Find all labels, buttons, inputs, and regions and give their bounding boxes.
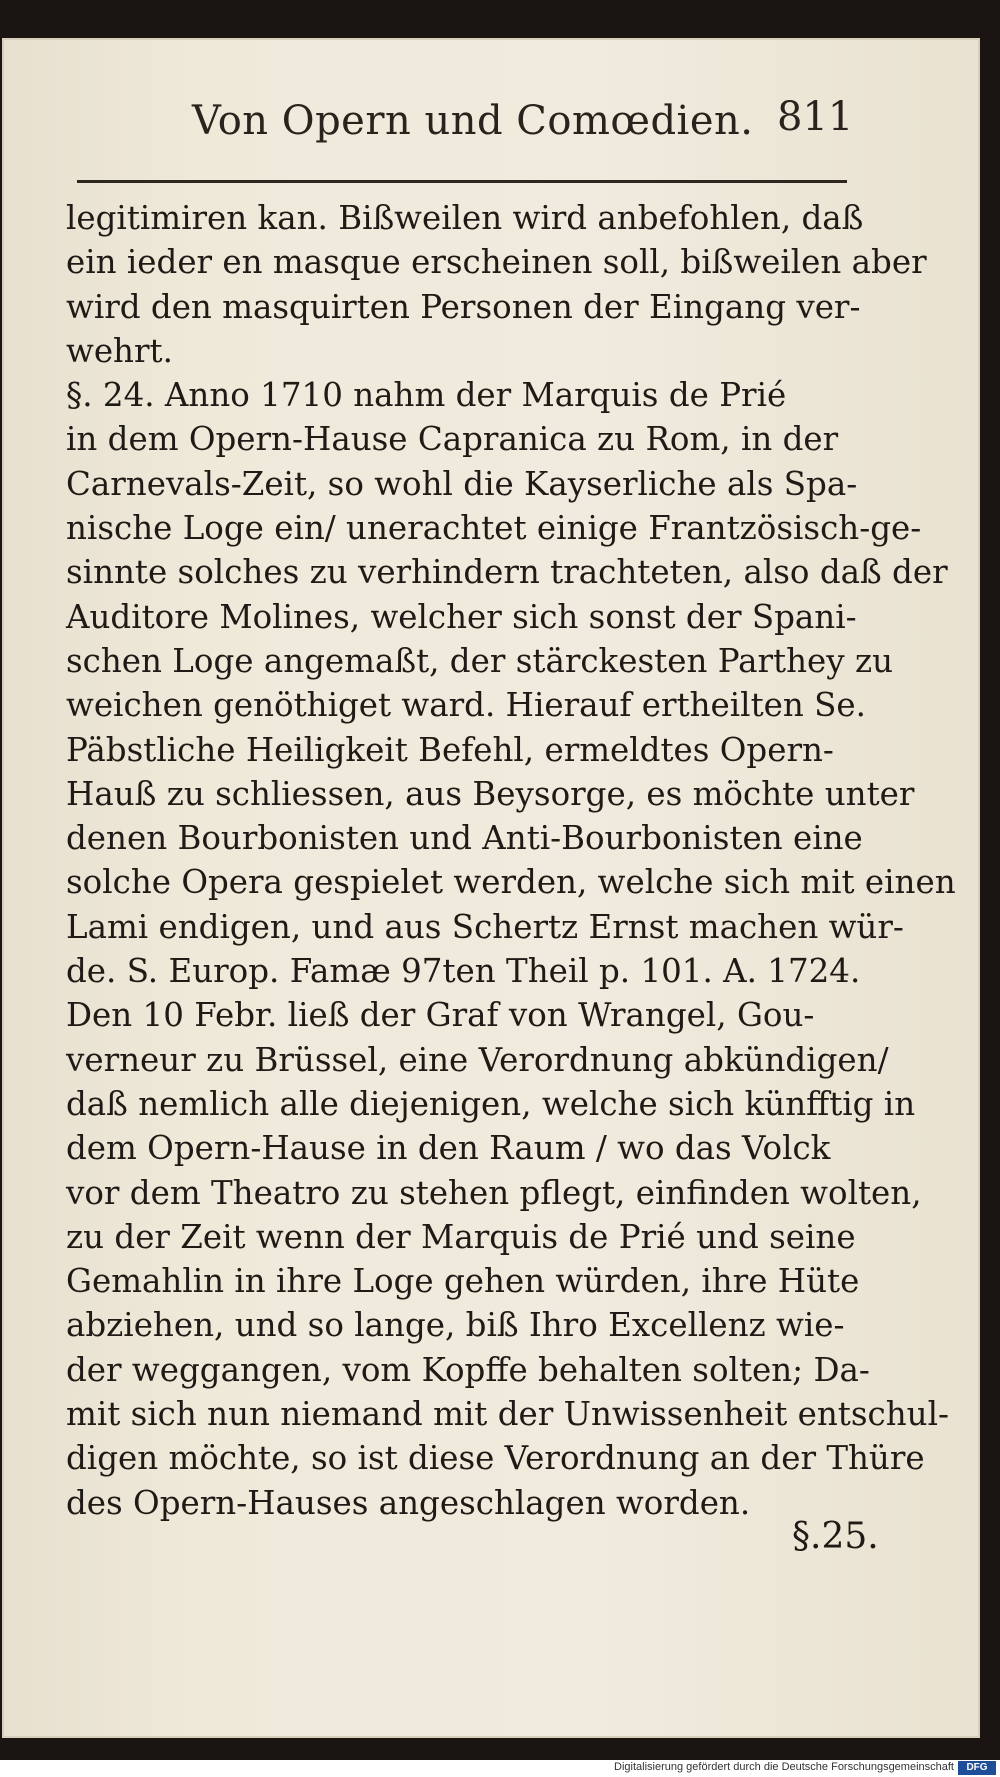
text-line: solche Opera gespielet werden, welche sich mit einen bbox=[66, 863, 956, 902]
funding-credit: Digitalisierung gefördert durch die Deutsche Forschungsgemeinschaft bbox=[614, 1761, 954, 1773]
text-line: Lami endigen, und aus Schertz Ernst machen wür- bbox=[66, 907, 904, 946]
body-text bbox=[66, 196, 956, 1525]
text-line: verneur zu Brüssel, eine Verordnung abkündigen/ bbox=[66, 1040, 889, 1079]
text-line: dem Opern-Hause in den Raum / wo das Volck bbox=[66, 1129, 831, 1168]
text-line: zu der Zeit wenn der Marquis de Prié und seine bbox=[66, 1217, 856, 1256]
text-line: de. S. Europ. Famæ 97ten Theil p. 101. A. 1724. bbox=[66, 952, 861, 991]
book-page bbox=[2, 38, 980, 1738]
page-number: 811 bbox=[777, 94, 854, 140]
text-line: Carnevals-Zeit, so wohl die Kayserliche als Spa- bbox=[66, 464, 858, 503]
text-line: legitimiren kan. Bißweilen wird anbefohlen, daß bbox=[66, 199, 864, 237]
text-line: ein ieder en masque erscheinen soll, bißweilen aber bbox=[66, 243, 927, 282]
text-line: nische Loge ein/ unerachtet einige Frantzösisch-ge- bbox=[66, 509, 922, 548]
text-line: wehrt. bbox=[66, 331, 173, 370]
text-line: sinnte solches zu verhindern trachteten, also daß der bbox=[66, 553, 948, 592]
catchword: §.25. bbox=[792, 1516, 879, 1557]
text-line: mit sich nun niemand mit der Unwissenheit entschul- bbox=[66, 1395, 949, 1434]
text-line: des Opern-Hauses angeschlagen worden. bbox=[66, 1483, 751, 1522]
text-line: denen Bourbonisten und Anti-Bourbonisten eine bbox=[66, 819, 863, 858]
text-line: §. 24. Anno 1710 nahm der Marquis de Prié bbox=[66, 376, 787, 415]
header-rule bbox=[77, 180, 847, 183]
text-line: digen möchte, so ist diese Verordnung an der Thüre bbox=[66, 1439, 925, 1478]
text-line: weichen genöthiget ward. Hierauf ertheilten Se. bbox=[66, 686, 866, 725]
text-line: der weggangen, vom Kopffe behalten solten; Da- bbox=[66, 1350, 870, 1389]
text-line: wird den masquirten Personen der Eingang ver- bbox=[66, 287, 861, 326]
text-line: Auditore Molines, welcher sich sonst der Spani- bbox=[66, 597, 857, 636]
text-line: daß nemlich alle diejenigen, welche sich künfftig in bbox=[66, 1084, 916, 1123]
text-line: Den 10 Febr. ließ der Graf von Wrangel, Gou- bbox=[66, 996, 815, 1035]
dfg-logo-icon: DFG bbox=[958, 1761, 996, 1775]
text-line: schen Loge angemaßt, der stärckesten Parthey zu bbox=[66, 641, 894, 680]
text-line: Päbstliche Heiligkeit Befehl, ermeldtes Opern- bbox=[66, 730, 834, 769]
text-line: abziehen, und so lange, biß Ihro Excellenz wie- bbox=[66, 1306, 845, 1345]
running-title: Von Opern und Comœdien. bbox=[192, 98, 754, 144]
text-line: in dem Opern-Hause Capranica zu Rom, in der bbox=[66, 420, 839, 459]
text-line: vor dem Theatro zu stehen pflegt, einfinden wolten, bbox=[66, 1173, 922, 1212]
text-line: Gemahlin in ihre Loge gehen würden, ihre Hüte bbox=[66, 1262, 860, 1301]
text-line: Hauß zu schliessen, aus Beysorge, es möchte unter bbox=[66, 774, 915, 813]
footer-bar bbox=[0, 1760, 1000, 1777]
